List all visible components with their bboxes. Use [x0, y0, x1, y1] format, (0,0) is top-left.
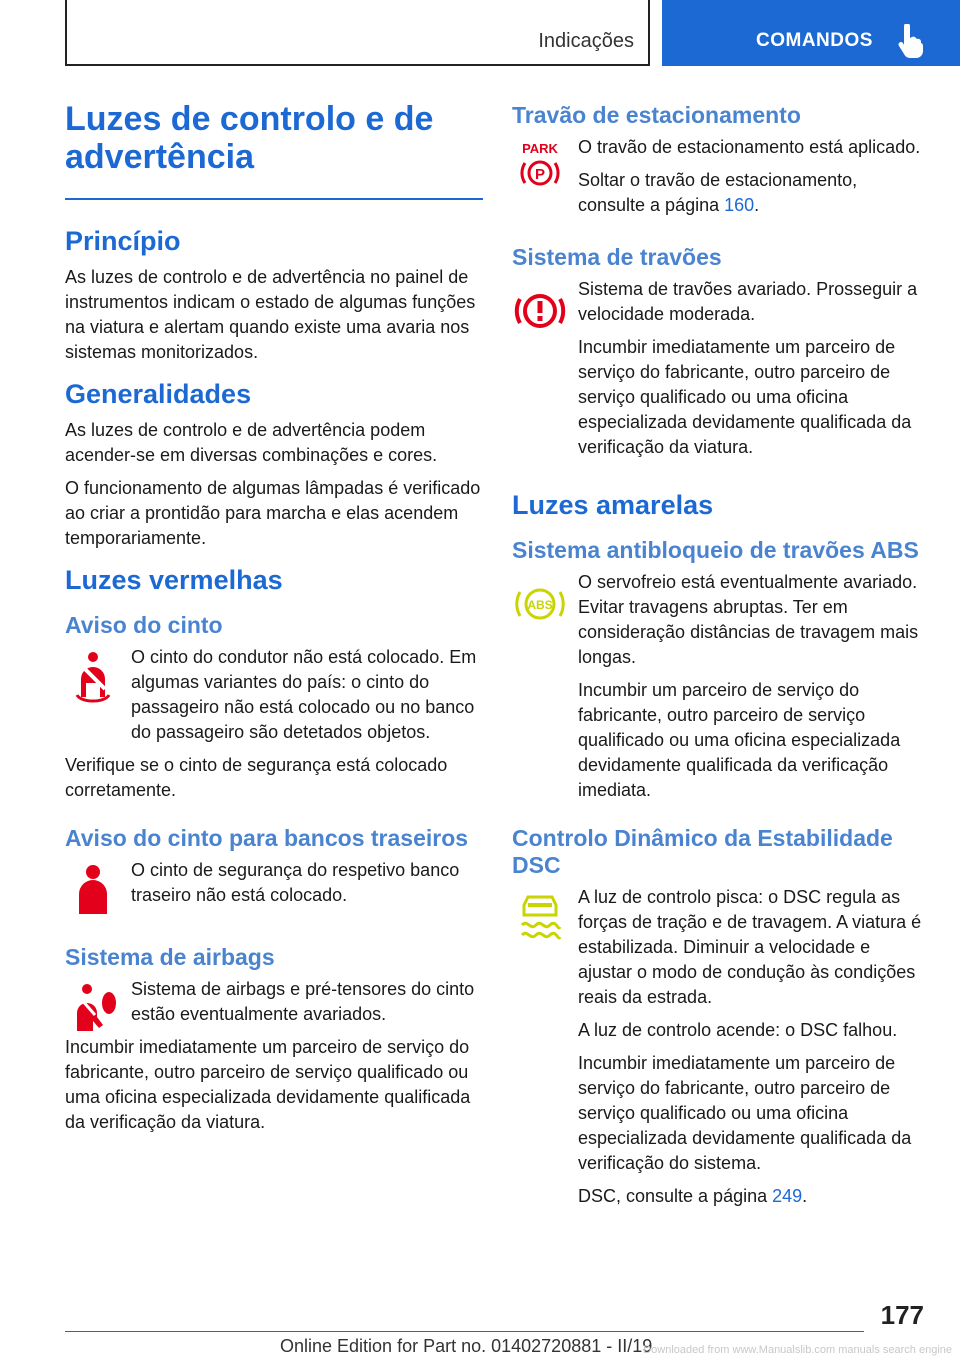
text-travao-2 — [578, 168, 924, 218]
text-dsc-4-post: . — [802, 1186, 808, 1206]
text-generalidades-1: As luzes de controlo e de advertência podem acender-se em diversas combinações e cores. — [65, 420, 438, 465]
page-number: 177 — [880, 1300, 924, 1330]
chapter-tab[interactable] — [662, 0, 960, 66]
text-dsc-3: Incumbir imediatamente um parceiro de serviço do fabricante, outro parceiro de serviço qualificado ou uma oficina especializada devidamente qualificada da verificação do sistema. — [578, 1053, 912, 1173]
rear-seatbelt-icon — [65, 862, 121, 918]
warning-cinto — [65, 645, 483, 803]
airbag-warning-icon — [65, 981, 121, 1037]
heading-travao: Travão de estacionamento — [512, 102, 801, 128]
warning-airbags — [65, 977, 483, 1135]
parking-brake-icon — [512, 139, 568, 195]
text-travao-2-pre: Soltar o travão de estacionamento, consulte a página — [578, 170, 858, 215]
abs-warning-icon — [512, 574, 568, 630]
text-generalidades-2: O funcionamento de algumas lâmpadas é verificado ao criar a prontidão para marcha e elas acendem temporariamente. — [65, 478, 481, 548]
page-title: Luzes de controlo e de advertência — [65, 100, 434, 176]
right-column — [512, 102, 924, 1217]
park-label: PARK — [522, 141, 558, 156]
heading-airbags: Sistema de airbags — [65, 944, 275, 970]
watermark: Downloaded from www.Manualslib.com manuals search engine — [643, 1344, 952, 1356]
chapter-label: COMANDOS — [756, 30, 873, 51]
text-travoes-1: Sistema de travões avariado. Prosseguir a velocidade moderada. — [578, 279, 918, 324]
warning-travao — [512, 135, 924, 218]
left-column — [65, 100, 483, 1149]
heading-dsc: Controlo Dinâmico da Estabilidade DSC — [512, 825, 893, 878]
section-generalidades — [65, 379, 483, 551]
text-travao-1: O travão de estacionamento está aplicado. — [578, 137, 921, 157]
text-dsc-1: A luz de controlo pisca: o DSC regula as forças de tração e de travagem. A viatura é estabilizada. Diminuir a velocidade e ajustar o modo de condução às condições reais da estrada. — [578, 887, 922, 1007]
heading-generalidades: Generalidades — [65, 379, 252, 409]
text-airbags-2: Incumbir imediatamente um parceiro de serviço do fabricante, outro parceiro de serviço qualificado ou uma oficina especializada devidamente qualificada da verificação da viatura. — [65, 1037, 471, 1132]
section-principio — [65, 226, 483, 365]
section-title: Indicações — [538, 30, 634, 52]
header-section-box — [65, 0, 650, 66]
text-travoes-2: Incumbir imediatamente um parceiro de serviço do fabricante, outro parceiro de serviço qualificado ou uma oficina especializada devidamente qualificada da verificação da viatura. — [578, 337, 912, 457]
warning-traseiros — [65, 858, 483, 908]
edition-text: Online Edition for Part no. 01402720881 - II/19 — [280, 1336, 653, 1356]
heading-cinto-traseiros: Aviso do cinto para bancos traseiros — [65, 825, 469, 851]
text-traseiros-1: O cinto de segurança do respetivo banco traseiro não está colocado. — [131, 860, 460, 905]
title-divider — [65, 198, 483, 200]
section-vermelhas — [65, 565, 483, 1135]
dsc-stability-icon — [512, 889, 568, 945]
brake-warning-icon — [512, 281, 568, 337]
heading-abs: Sistema antibloqueio de travões ABS — [512, 537, 919, 563]
page-link-160[interactable]: 160 — [724, 195, 755, 215]
text-dsc-2: A luz de controlo acende: o DSC falhou. — [578, 1020, 898, 1040]
warning-dsc — [512, 885, 924, 1209]
text-abs-2: Incumbir um parceiro de serviço do fabricante, outro parceiro de serviço qualificado ou uma oficina especializada devidamente qualificada da verificação imediata. — [578, 680, 901, 800]
seatbelt-warning-icon — [65, 649, 121, 705]
text-abs-1: O servofreio está eventualmente avariado. Evitar travagens abruptas. Ter em consideração distâncias de travagem mais longas. — [578, 572, 919, 667]
heading-vermelhas: Luzes vermelhas — [65, 565, 283, 595]
heading-aviso-cinto: Aviso do cinto — [65, 612, 223, 638]
text-dsc-4 — [578, 1184, 924, 1209]
page-link-249[interactable]: 249 — [772, 1186, 803, 1206]
text-travao-2-post: . — [754, 195, 760, 215]
heading-travoes: Sistema de travões — [512, 244, 722, 270]
warning-travoes — [512, 277, 924, 460]
hand-pointer-icon — [895, 24, 925, 58]
text-dsc-4-pre: DSC, consulte a página — [578, 1186, 773, 1206]
heading-amarelas: Luzes amarelas — [512, 490, 714, 520]
abs-label: ABS — [527, 598, 553, 612]
heading-principio: Princípio — [65, 226, 181, 256]
text-airbags-1: Sistema de airbags e pré-tensores do cinto estão eventualmente avariados. — [131, 979, 475, 1024]
warning-abs — [512, 570, 924, 803]
text-principio: As luzes de controlo e de advertência no painel de instrumentos indicam o estado de algumas funções na viatura e alertam quando existe uma avaria nos sistemas monitorizados. — [65, 267, 476, 362]
text-cinto-1: O cinto do condutor não está colocado. Em algumas variantes do país: o cinto do passageiro não está colocado ou no banco do passageiro são detetados objetos. — [131, 647, 477, 742]
svg-text:P: P — [534, 166, 546, 183]
text-cinto-2: Verifique se o cinto de segurança está colocado corretamente. — [65, 755, 448, 800]
footer-divider — [65, 1331, 864, 1332]
